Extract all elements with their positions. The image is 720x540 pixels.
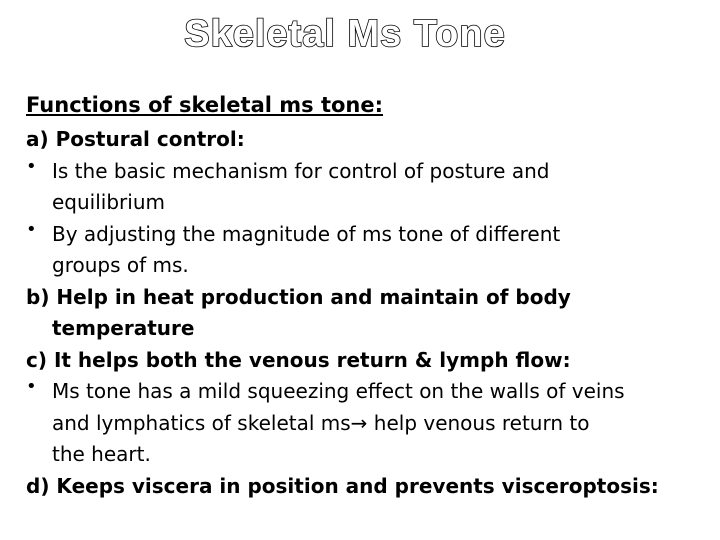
bullet-line-continued: the heart. — [52, 442, 151, 466]
bullet-dot-icon: • — [26, 218, 37, 240]
bullet-line-continued: and lymphatics of skeletal ms→ help venous return to — [52, 410, 590, 435]
functions-heading: Functions of skeletal ms tone: — [26, 93, 383, 117]
bullet-line: Ms tone has a mild squeezing effect on the walls of veins — [52, 379, 625, 403]
section-b-line-continued: temperature — [52, 316, 195, 340]
bullet-line: Is the basic mechanism for control of posture and — [52, 158, 550, 183]
bullet-line: By adjusting the magnitude of ms tone of different — [52, 221, 561, 246]
bullet-line-continued: groups of ms. — [52, 253, 189, 277]
section-a-label: a) Postural control: — [26, 127, 245, 151]
bullet-item — [26, 156, 716, 219]
bullet-dot-icon: • — [26, 376, 37, 397]
slide-title: Skeletal Ms Tone — [184, 13, 506, 55]
section-c-label: c) It helps both the venous return & lymph flow: — [26, 347, 571, 372]
bullet-item — [26, 376, 716, 471]
section-b-line: b) Help in heat production and maintain of body — [26, 284, 571, 309]
bullet-line-continued: equilibrium — [52, 190, 165, 214]
bullet-item — [26, 219, 716, 282]
slide-content — [26, 88, 716, 502]
section-d-label: d) Keeps viscera in position and prevents visceroptosis: — [26, 473, 659, 498]
bullet-dot-icon: • — [26, 155, 37, 177]
